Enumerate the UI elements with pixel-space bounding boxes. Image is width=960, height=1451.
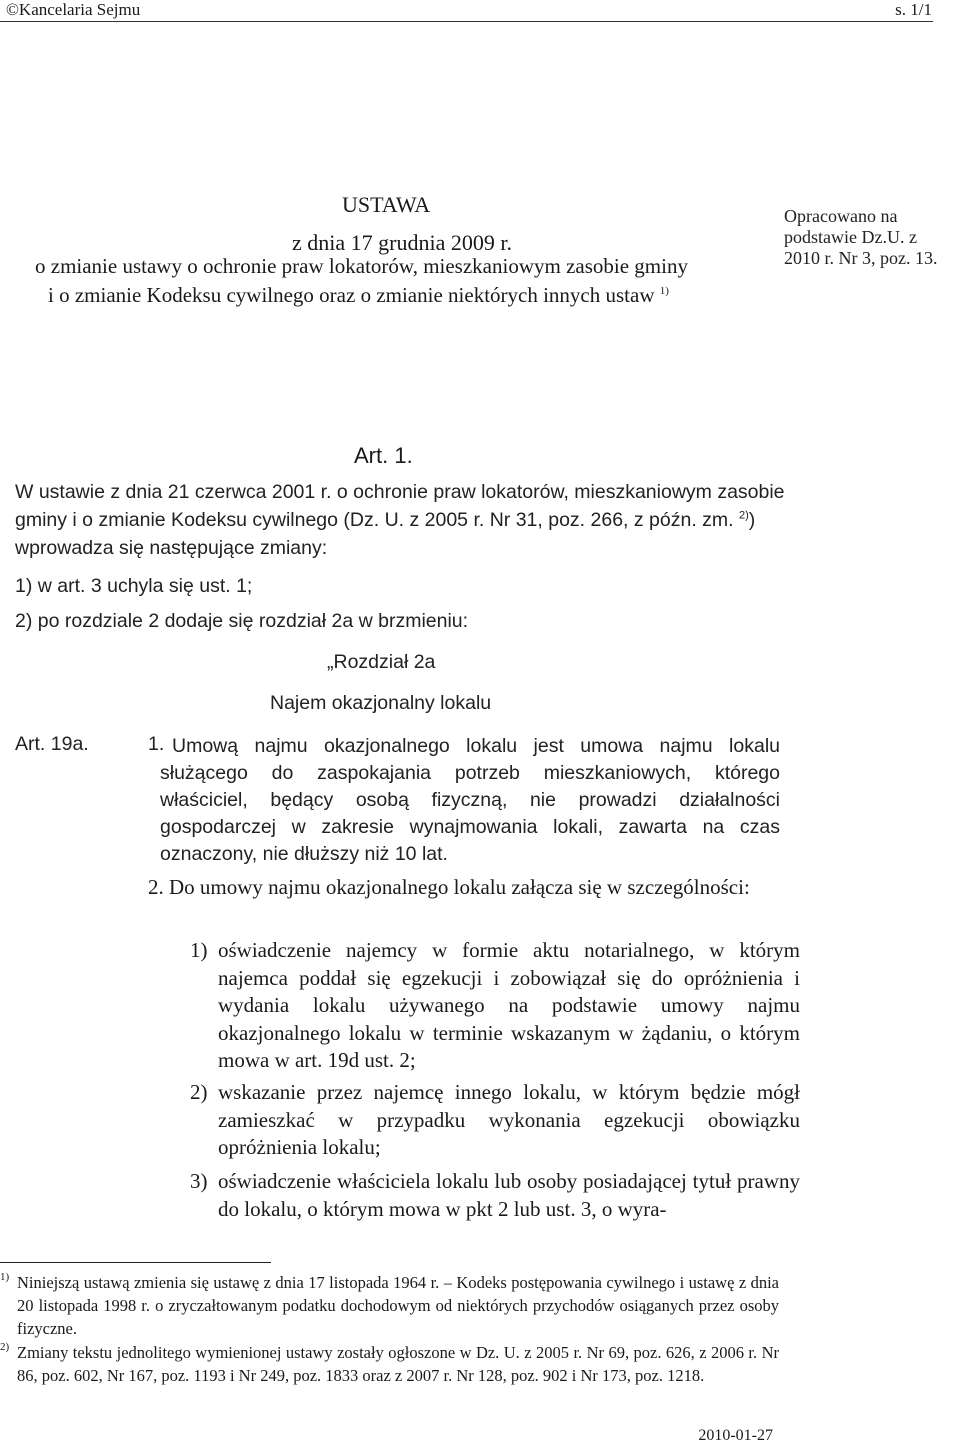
header-left: ©Kancelaria Sejmu xyxy=(6,0,141,19)
header-divider xyxy=(0,21,933,22)
article-19a-section2: 2. Do umowy najmu okazjonalnego lokalu załącza się w szczególności: xyxy=(148,875,750,899)
act-subject-line2 xyxy=(48,281,850,310)
footnote-2 xyxy=(0,1341,779,1387)
act-subject xyxy=(30,252,850,310)
list-item-1-text: oświadczenie najemcy w formie aktu notarialnego, w którym najemca poddał się egzekucji i zobowiązał się do opróżnienia i wydania lokalu używanego na podstawie umowy najmu okazjonalnego lokalu w terminie wskazanym w żądaniu, o którym mowa w art. 19d ust. 2; xyxy=(218,938,800,1072)
article-1-intro-text: W ustawie z dnia 21 czerwca 2001 r. o ochronie praw lokatorów, mieszkaniowym zasobie gminy i o zmianie Kodeksu cywilnego (Dz. U. z 2005 r. Nr 31, poz. 266, z późn. zm. xyxy=(15,481,785,531)
article-1-intro xyxy=(15,478,785,562)
act-subject-line1: o zmianie ustawy o ochronie praw lokatorów, mieszkaniowym zasobie gminy xyxy=(35,254,688,278)
footnote-ref-2[interactable]: 2) xyxy=(739,509,749,522)
article-19a-section1-num: 1. xyxy=(148,733,165,755)
footnote-2-text: Zmiany tekstu jednolitego wymienionej ustawy zostały ogłoszone w Dz. U. z 2005 r. Nr 69, poz. 626, z 2006 r. Nr 86, poz. 602, Nr 167, poz. 1193 i Nr 249, poz. 1833 oraz z 2007 r. Nr 128, poz. 902 i Nr 173, poz. 1218. xyxy=(17,1343,779,1385)
amendment-item-1: 1) w art. 3 uchyla się ust. 1; xyxy=(15,575,253,597)
footnote-divider xyxy=(0,1262,271,1263)
list-item-2-num: 2) xyxy=(190,1080,208,1104)
article-1-heading: Art. 1. xyxy=(354,443,413,468)
article-19a-label: Art. 19a. xyxy=(15,733,89,755)
chapter-title: „Rozdział 2a xyxy=(327,651,436,673)
source-note: Opracowano na podstawie Dz.U. z 2010 r. Nr 3, poz. 13. xyxy=(784,206,938,268)
article-19a-section1: Umową najmu okazjonalnego lokalu jest umowa najmu lokalu służącego do zaspokajania potrzeb mieszkaniowych, którego właściciel, będący osobą fizyczną, nie prowadzi działalności gospodarczej w zakresie wynajmowania lokali, zawarta na czas oznaczony, nie dłuższy niż 10 lat. xyxy=(160,735,780,865)
list-item-1-num: 1) xyxy=(190,938,208,962)
footnote-ref-1[interactable]: 1) xyxy=(659,285,669,297)
article-1-intro-end: ) wprowadza się następujące zmiany: xyxy=(15,509,756,559)
footnote-1 xyxy=(0,1271,779,1340)
footnote-1-mark: 1) xyxy=(0,1271,10,1283)
footnote-1-text: Niniejszą ustawą zmienia się ustawę z dnia 17 listopada 1964 r. – Kodeks postępowania cywilnego i ustawę z dnia 20 listopada 1998 r. o zryczałtowanym podatku dochodowym od niektórych przychodów osiąganych przez osoby fizyczne. xyxy=(17,1273,779,1338)
amendment-item-2: 2) po rozdziale 2 dodaje się rozdział 2a w brzmieniu: xyxy=(15,610,469,632)
act-subject-line2-text: i o zmianie Kodeksu cywilnego oraz o zmianie niektórych innych ustaw xyxy=(48,283,655,307)
footer-date: 2010-01-27 xyxy=(698,1427,773,1444)
footnote-2-mark: 2) xyxy=(0,1341,10,1353)
list-item-2-text: wskazanie przez najemcę innego lokalu, w którym będzie mógł zamieszkać w przypadku wykonania egzekucji obowiązku opróżnienia lokalu; xyxy=(218,1080,800,1159)
chapter-subtitle: Najem okazjonalny lokalu xyxy=(270,692,492,714)
list-item-3-num: 3) xyxy=(190,1169,208,1193)
list-item-3-text: oświadczenie właściciela lokalu lub osoby posiadającej tytuł prawny do lokalu, o którym mowa w pkt 2 lub ust. 3, o wyra- xyxy=(218,1169,800,1221)
document-type: USTAWA xyxy=(342,192,431,217)
page-number: s. 1/1 xyxy=(895,0,932,19)
document-date: z dnia 17 grudnia 2009 r. xyxy=(292,230,512,255)
